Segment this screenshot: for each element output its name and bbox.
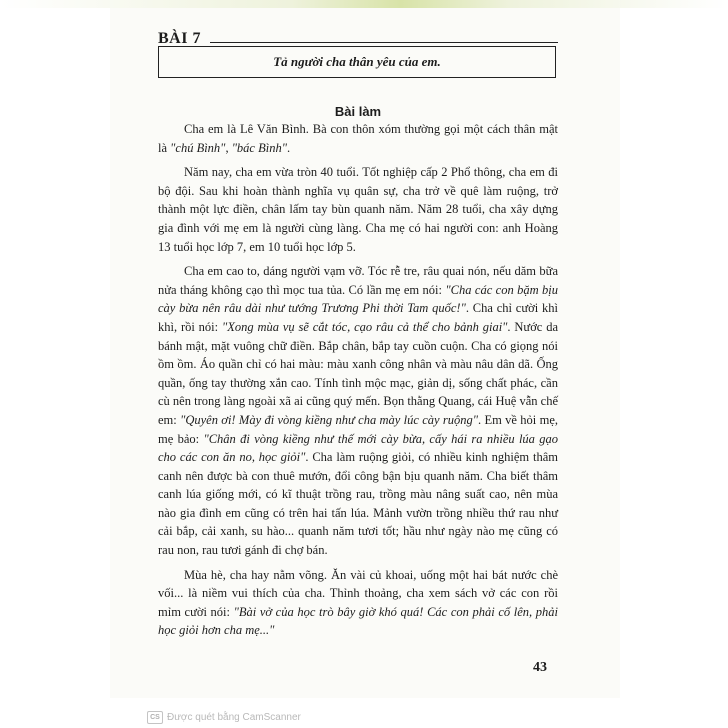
p4-quote-1: "Bài vở của học trò bây giờ khó quá! Các con phải cố lên, phải học giỏi hơn cha mẹ..." bbox=[158, 604, 558, 638]
p3-text-3: . Nước da bánh mật, mặt vuông chữ điền. Bắp chân, bắp tay cuồn cuộn. Cha có giọng nói ồm ồm. Áo quần chỉ có hai màu: màu xanh công nhân và màu nâu dân dã. Ống quần, ống tay thường xắn cao. Tính tình mộc mạc, giản dị, sống chất phác, cần cù nên trong làng ngoài xã ai cũng quý mến. Bọn thằng Quang, cái Huệ vẫn chế em: bbox=[158, 319, 559, 427]
watermark-text: Được quét bằng CamScanner bbox=[167, 712, 301, 723]
lesson-label: BÀI 7 bbox=[158, 30, 201, 47]
p3-text-1: Cha em cao to, dáng người vạm vỡ. Tóc rễ tre, râu quai nón, nếu dăm bữa nửa tháng không cạo thì mọc tua tủa. Có lần mẹ em nói: bbox=[158, 264, 558, 297]
section-heading: Bài làm bbox=[334, 104, 382, 119]
paragraph-1 bbox=[158, 120, 558, 157]
p3-quote-4: "Chân đi vòng kiềng như thế mới cày bừa, cấy hái ra nhiều lúa gạo cho các con ăn no, học giỏi" bbox=[158, 431, 559, 465]
paragraph-2: Năm nay, cha em vừa tròn 40 tuổi. Tốt nghiệp cấp 2 Phổ thông, cha em đi bộ đội. Sau khi hoàn thành nghĩa vụ quân sự, cha trở về quê làm ruộng, trở thành một lực điền, chân lấm tay bùn quanh năm. Năm 28 tuổi, cha xây dựng gia đình với mẹ em là người cùng làng. Cha mẹ có hai người con: anh Hoàng 13 tuổi học lớp 7, em 10 tuổi học lớp 5. bbox=[158, 165, 558, 254]
p1-quote-1: "chú Bình" bbox=[170, 140, 226, 155]
camscanner-logo-icon: CS bbox=[147, 711, 163, 724]
scanner-watermark bbox=[147, 711, 301, 724]
p4-text-1: Mùa hè, cha hay nằm võng. Ăn vài củ khoai, uống một hai bát nước chè vối... là niềm vui thích của cha. Thỉnh thoảng, cha xem sách vở các con rồi mỉm cười nói: bbox=[158, 567, 558, 619]
lesson-title: Tả người cha thân yêu của em. bbox=[273, 54, 441, 69]
lesson-title-box bbox=[158, 46, 556, 78]
p1-text-3: . bbox=[286, 140, 291, 155]
p3-quote-3: "Quyên ơi! Mày đi vòng kiềng như cha mày lúc cày ruộng" bbox=[180, 412, 479, 427]
p1-text-2: , bbox=[225, 140, 232, 155]
top-edge-strip bbox=[0, 0, 728, 8]
p3-text-4: . Em về hỏi mẹ, mẹ bảo: bbox=[158, 412, 558, 446]
p1-text-1: Cha em là Lê Văn Bình. Bà con thôn xóm thường gọi một cách thân mật là bbox=[158, 122, 558, 155]
p3-quote-1: "Cha các con bặm bịu cày bừa nên râu dài như tướng Trương Phi thời Tam quốc!" bbox=[158, 282, 558, 316]
title-rule bbox=[210, 42, 558, 43]
paragraph-3 bbox=[158, 262, 558, 560]
paragraph-4 bbox=[158, 566, 558, 640]
page-number: 43 bbox=[533, 660, 547, 675]
p3-text-2: . Cha chỉ cười khì khì, rồi nói: bbox=[158, 301, 558, 334]
essay-body bbox=[158, 120, 558, 645]
p1-quote-2: "bác Bình" bbox=[231, 140, 287, 155]
p3-text-5: . Cha làm ruộng giỏi, có nhiều kinh nghiệm thâm canh nên được bà con thuê mướn, đổi công bận bịu quanh năm. Cha biết thâm canh lúa giống mới, có kĩ thuật trồng rau, trồng màu nâng suất cao, nên mùa nào gia đình em cũng có trên hai tấn lúa. Mảnh vườn trồng nhiều thứ rau như cải bắp, cải xanh, su hào... quanh năm tươi tốt; hầu như ngày nào mẹ cũng có rau non, rau tươi gánh đi chợ bán. bbox=[158, 450, 558, 558]
p3-quote-2: "Xong mùa vụ sẽ cắt tóc, cạo râu cả thể cho bảnh giai" bbox=[221, 319, 508, 334]
